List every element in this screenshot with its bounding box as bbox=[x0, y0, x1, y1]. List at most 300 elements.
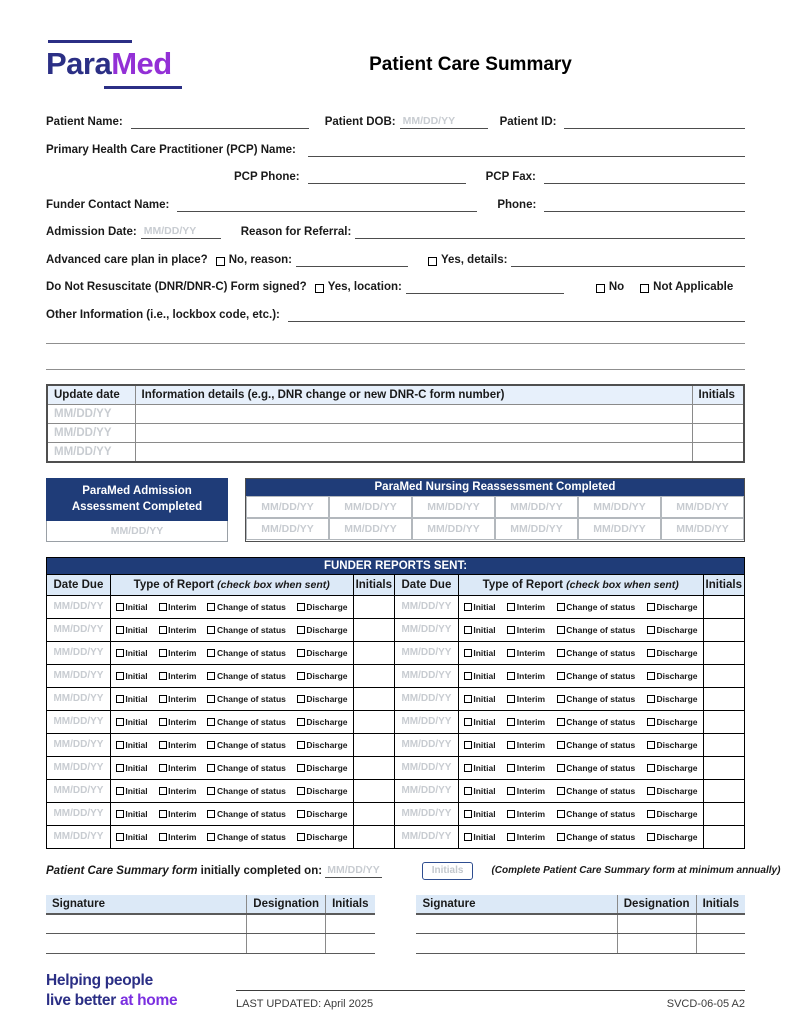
dnr-yes-label: Yes, location: bbox=[327, 281, 402, 293]
reason-referral-label: Reason for Referral: bbox=[240, 226, 352, 238]
checkbox-icon[interactable] bbox=[116, 787, 124, 795]
checkbox-icon[interactable] bbox=[116, 810, 124, 818]
change-of-status-checkbox[interactable] bbox=[207, 602, 285, 612]
checkbox-icon[interactable] bbox=[297, 810, 305, 818]
checkbox-icon[interactable] bbox=[464, 718, 472, 726]
nursing-date-cell[interactable]: MM/DD/YY bbox=[412, 496, 495, 518]
nursing-date-cell[interactable]: MM/DD/YY bbox=[495, 518, 578, 540]
checkbox-label: Initial bbox=[473, 693, 496, 704]
checkbox-icon[interactable] bbox=[207, 626, 215, 634]
interim-checkbox[interactable] bbox=[507, 625, 545, 635]
discharge-checkbox[interactable] bbox=[647, 694, 698, 704]
initial-checkbox[interactable] bbox=[116, 671, 148, 681]
checkbox-icon[interactable] bbox=[207, 764, 215, 772]
checkbox-icon[interactable] bbox=[297, 695, 305, 703]
date-due-cell[interactable]: MM/DD/YY bbox=[395, 687, 459, 710]
date-due-cell[interactable]: MM/DD/YY bbox=[395, 664, 459, 687]
initial-checkbox[interactable] bbox=[464, 740, 496, 750]
checkbox-label: Change of status bbox=[566, 624, 636, 635]
nursing-date-cell[interactable]: MM/DD/YY bbox=[246, 518, 329, 540]
interim-checkbox[interactable] bbox=[159, 602, 197, 612]
interim-checkbox[interactable] bbox=[159, 717, 197, 727]
checkbox-icon[interactable] bbox=[297, 718, 305, 726]
initial-checkbox[interactable] bbox=[464, 717, 496, 727]
interim-checkbox[interactable] bbox=[159, 625, 197, 635]
initials-cell[interactable] bbox=[703, 618, 744, 641]
interim-checkbox[interactable] bbox=[159, 832, 197, 842]
interim-checkbox[interactable] bbox=[507, 648, 545, 658]
update-details-cell[interactable] bbox=[135, 424, 692, 443]
initial-checkbox[interactable] bbox=[464, 809, 496, 819]
date-due-cell[interactable]: MM/DD/YY bbox=[395, 710, 459, 733]
update-date-cell[interactable]: MM/DD/YY bbox=[47, 424, 135, 443]
change-of-status-checkbox[interactable] bbox=[557, 832, 635, 842]
date-due-cell[interactable]: MM/DD/YY bbox=[47, 779, 111, 802]
checkbox-icon[interactable] bbox=[297, 626, 305, 634]
checkbox-icon[interactable] bbox=[647, 649, 655, 657]
initials-cell[interactable] bbox=[353, 825, 394, 848]
interim-checkbox[interactable] bbox=[159, 671, 197, 681]
discharge-checkbox[interactable] bbox=[647, 671, 698, 681]
initials-cell[interactable] bbox=[696, 914, 745, 934]
checkbox-icon[interactable] bbox=[557, 764, 565, 772]
discharge-checkbox[interactable] bbox=[297, 786, 348, 796]
checkbox-icon[interactable] bbox=[116, 718, 124, 726]
other-info-continuation-line-2[interactable] bbox=[46, 369, 745, 370]
change-of-status-checkbox[interactable] bbox=[207, 671, 285, 681]
date-due-cell[interactable]: MM/DD/YY bbox=[395, 595, 459, 618]
discharge-checkbox[interactable] bbox=[297, 809, 348, 819]
discharge-checkbox[interactable] bbox=[647, 648, 698, 658]
initial-checkbox[interactable] bbox=[116, 740, 148, 750]
checkbox-icon[interactable] bbox=[507, 741, 515, 749]
other-info-continuation-line-1[interactable] bbox=[46, 343, 745, 344]
update-date-cell[interactable]: MM/DD/YY bbox=[47, 443, 135, 462]
change-of-status-checkbox[interactable] bbox=[557, 717, 635, 727]
interim-checkbox[interactable] bbox=[507, 717, 545, 727]
checkbox-icon[interactable] bbox=[297, 833, 305, 841]
checkbox-icon[interactable] bbox=[507, 649, 515, 657]
nursing-date-cell[interactable]: MM/DD/YY bbox=[661, 518, 744, 540]
initials-cell[interactable] bbox=[353, 641, 394, 664]
change-of-status-checkbox[interactable] bbox=[557, 671, 635, 681]
date-due-cell[interactable]: MM/DD/YY bbox=[47, 664, 111, 687]
initials-cell[interactable] bbox=[703, 641, 744, 664]
completed-on-date-input[interactable]: MM/DD/YY bbox=[327, 863, 380, 876]
checkbox-icon[interactable] bbox=[557, 810, 565, 818]
checkbox-icon[interactable] bbox=[159, 787, 167, 795]
checkbox-label: Interim bbox=[168, 670, 197, 681]
dnr-location-input[interactable] bbox=[406, 280, 564, 294]
initial-checkbox[interactable] bbox=[116, 602, 148, 612]
checkbox-icon[interactable] bbox=[297, 787, 305, 795]
pcp-phone-input[interactable] bbox=[308, 170, 466, 184]
nursing-date-cell[interactable]: MM/DD/YY bbox=[578, 496, 661, 518]
acp-yes-checkbox[interactable] bbox=[428, 257, 437, 266]
nursing-date-cell[interactable]: MM/DD/YY bbox=[412, 518, 495, 540]
change-of-status-checkbox[interactable] bbox=[557, 625, 635, 635]
checkbox-label: Discharge bbox=[656, 831, 698, 842]
checkbox-icon[interactable] bbox=[507, 695, 515, 703]
discharge-checkbox[interactable] bbox=[297, 740, 348, 750]
change-of-status-checkbox[interactable] bbox=[207, 763, 285, 773]
change-of-status-checkbox[interactable] bbox=[557, 648, 635, 658]
date-due-cell[interactable]: MM/DD/YY bbox=[47, 825, 111, 848]
discharge-checkbox[interactable] bbox=[297, 648, 348, 658]
date-due-cell[interactable]: MM/DD/YY bbox=[395, 733, 459, 756]
checkbox-icon[interactable] bbox=[557, 649, 565, 657]
checkbox-icon[interactable] bbox=[159, 672, 167, 680]
other-info-input[interactable] bbox=[288, 308, 745, 322]
change-of-status-checkbox[interactable] bbox=[557, 602, 635, 612]
interim-checkbox[interactable] bbox=[507, 694, 545, 704]
checkbox-icon[interactable] bbox=[159, 741, 167, 749]
funder-contact-input[interactable] bbox=[177, 198, 477, 212]
initial-checkbox[interactable] bbox=[464, 694, 496, 704]
checkbox-icon[interactable] bbox=[464, 787, 472, 795]
patient-name-label: Patient Name: bbox=[46, 116, 123, 128]
nursing-date-cell[interactable]: MM/DD/YY bbox=[661, 496, 744, 518]
checkbox-icon[interactable] bbox=[557, 718, 565, 726]
checkbox-icon[interactable] bbox=[207, 672, 215, 680]
date-due-cell[interactable]: MM/DD/YY bbox=[47, 618, 111, 641]
interim-checkbox[interactable] bbox=[159, 740, 197, 750]
nursing-date-cell[interactable]: MM/DD/YY bbox=[578, 518, 661, 540]
date-due-cell[interactable]: MM/DD/YY bbox=[47, 756, 111, 779]
initials-cell[interactable] bbox=[353, 733, 394, 756]
report-type-cell bbox=[110, 710, 353, 733]
update-date-cell[interactable]: MM/DD/YY bbox=[47, 405, 135, 424]
date-due-cell[interactable]: MM/DD/YY bbox=[47, 802, 111, 825]
checkbox-icon[interactable] bbox=[647, 626, 655, 634]
date-due-cell[interactable]: MM/DD/YY bbox=[395, 641, 459, 664]
checkbox-icon[interactable] bbox=[159, 810, 167, 818]
checkbox-icon[interactable] bbox=[207, 649, 215, 657]
table-row bbox=[47, 595, 745, 618]
discharge-checkbox[interactable] bbox=[297, 717, 348, 727]
initial-checkbox[interactable] bbox=[116, 648, 148, 658]
checkbox-icon[interactable] bbox=[647, 695, 655, 703]
signature-cell[interactable] bbox=[416, 934, 617, 954]
checkbox-icon[interactable] bbox=[557, 787, 565, 795]
discharge-checkbox[interactable] bbox=[297, 625, 348, 635]
update-initials-cell[interactable] bbox=[692, 424, 744, 443]
nursing-date-cell[interactable]: MM/DD/YY bbox=[495, 496, 578, 518]
change-of-status-checkbox[interactable] bbox=[557, 763, 635, 773]
change-of-status-checkbox[interactable] bbox=[557, 809, 635, 819]
interim-checkbox[interactable] bbox=[159, 694, 197, 704]
checkbox-icon[interactable] bbox=[297, 672, 305, 680]
checkbox-icon[interactable] bbox=[464, 764, 472, 772]
checkbox-icon[interactable] bbox=[507, 833, 515, 841]
discharge-checkbox[interactable] bbox=[647, 625, 698, 635]
checkbox-icon[interactable] bbox=[207, 603, 215, 611]
checkbox-icon[interactable] bbox=[464, 695, 472, 703]
initials-header: Initials bbox=[326, 895, 375, 914]
initials-cell[interactable] bbox=[353, 710, 394, 733]
checkbox-icon[interactable] bbox=[507, 787, 515, 795]
checkbox-label: Discharge bbox=[306, 739, 348, 750]
checkbox-icon[interactable] bbox=[647, 787, 655, 795]
change-of-status-checkbox[interactable] bbox=[207, 832, 285, 842]
update-details-cell[interactable] bbox=[135, 443, 692, 462]
initials-cell[interactable] bbox=[703, 733, 744, 756]
checkbox-icon[interactable] bbox=[116, 764, 124, 772]
checkbox-icon[interactable] bbox=[116, 626, 124, 634]
admission-date-cell[interactable]: MM/DD/YY bbox=[46, 521, 228, 542]
checkbox-icon[interactable] bbox=[557, 833, 565, 841]
initial-checkbox[interactable] bbox=[464, 832, 496, 842]
initial-checkbox[interactable] bbox=[116, 694, 148, 704]
initials-cell[interactable] bbox=[326, 914, 375, 934]
completed-initials-input[interactable]: Initials bbox=[422, 862, 474, 880]
date-due-cell[interactable]: MM/DD/YY bbox=[47, 641, 111, 664]
update-table-header bbox=[47, 385, 744, 405]
funder-reports-title: FUNDER REPORTS SENT: bbox=[47, 557, 745, 574]
designation-cell[interactable] bbox=[247, 934, 326, 954]
checkbox-icon[interactable] bbox=[507, 718, 515, 726]
initial-checkbox[interactable] bbox=[116, 717, 148, 727]
signature-cell[interactable] bbox=[46, 914, 247, 934]
checkbox-icon[interactable] bbox=[159, 649, 167, 657]
discharge-checkbox[interactable] bbox=[297, 763, 348, 773]
initials-cell[interactable] bbox=[696, 934, 745, 954]
interim-checkbox[interactable] bbox=[507, 671, 545, 681]
checkbox-icon[interactable] bbox=[159, 695, 167, 703]
report-type-cell bbox=[110, 641, 353, 664]
checkbox-icon[interactable] bbox=[647, 718, 655, 726]
interim-checkbox[interactable] bbox=[159, 763, 197, 773]
acp-yes-details-input[interactable] bbox=[511, 253, 745, 267]
checkbox-icon[interactable] bbox=[647, 764, 655, 772]
checkbox-label: Discharge bbox=[656, 716, 698, 727]
nursing-date-cell[interactable]: MM/DD/YY bbox=[329, 496, 412, 518]
initials-cell[interactable] bbox=[703, 664, 744, 687]
initial-checkbox[interactable] bbox=[116, 625, 148, 635]
checkbox-icon[interactable] bbox=[116, 649, 124, 657]
discharge-checkbox[interactable] bbox=[647, 717, 698, 727]
discharge-checkbox[interactable] bbox=[297, 671, 348, 681]
change-of-status-checkbox[interactable] bbox=[207, 694, 285, 704]
interim-checkbox[interactable] bbox=[507, 740, 545, 750]
interim-checkbox[interactable] bbox=[507, 832, 545, 842]
interim-checkbox[interactable] bbox=[507, 763, 545, 773]
checkbox-icon[interactable] bbox=[297, 603, 305, 611]
interim-checkbox[interactable] bbox=[159, 648, 197, 658]
initials-cell[interactable] bbox=[353, 756, 394, 779]
checkbox-icon[interactable] bbox=[557, 603, 565, 611]
checkbox-icon[interactable] bbox=[297, 649, 305, 657]
patient-name-input[interactable] bbox=[131, 115, 309, 129]
checkbox-icon[interactable] bbox=[159, 626, 167, 634]
change-of-status-checkbox[interactable] bbox=[557, 694, 635, 704]
initial-checkbox[interactable] bbox=[464, 602, 496, 612]
date-due-cell[interactable]: MM/DD/YY bbox=[395, 618, 459, 641]
date-due-cell[interactable]: MM/DD/YY bbox=[47, 710, 111, 733]
initials-cell[interactable] bbox=[353, 664, 394, 687]
change-of-status-checkbox[interactable] bbox=[207, 786, 285, 796]
initials-cell[interactable] bbox=[353, 687, 394, 710]
discharge-checkbox[interactable] bbox=[297, 694, 348, 704]
initials-cell[interactable] bbox=[703, 756, 744, 779]
checkbox-icon[interactable] bbox=[647, 810, 655, 818]
change-of-status-checkbox[interactable] bbox=[207, 740, 285, 750]
checkbox-icon[interactable] bbox=[557, 741, 565, 749]
date-due-cell[interactable]: MM/DD/YY bbox=[47, 733, 111, 756]
initials-cell[interactable] bbox=[703, 687, 744, 710]
checkbox-label: Initial bbox=[125, 601, 148, 612]
initials-cell[interactable] bbox=[703, 825, 744, 848]
initial-checkbox[interactable] bbox=[464, 648, 496, 658]
discharge-checkbox[interactable] bbox=[647, 763, 698, 773]
change-of-status-checkbox[interactable] bbox=[557, 786, 635, 796]
signature-cell[interactable] bbox=[46, 934, 247, 954]
discharge-checkbox[interactable] bbox=[647, 832, 698, 842]
discharge-checkbox[interactable] bbox=[647, 602, 698, 612]
change-of-status-checkbox[interactable] bbox=[207, 648, 285, 658]
designation-cell[interactable] bbox=[617, 914, 696, 934]
update-initials-header: Initials bbox=[692, 385, 744, 405]
tagline-live-better: live better bbox=[46, 991, 120, 1009]
signature-cell[interactable] bbox=[416, 914, 617, 934]
checkbox-icon[interactable] bbox=[464, 810, 472, 818]
checkbox-icon[interactable] bbox=[647, 833, 655, 841]
date-due-cell[interactable]: MM/DD/YY bbox=[395, 779, 459, 802]
checkbox-icon[interactable] bbox=[507, 603, 515, 611]
checkbox-icon[interactable] bbox=[207, 833, 215, 841]
checkbox-icon[interactable] bbox=[207, 787, 215, 795]
designation-cell[interactable] bbox=[247, 914, 326, 934]
checkbox-icon[interactable] bbox=[159, 833, 167, 841]
checkbox-icon[interactable] bbox=[464, 626, 472, 634]
change-of-status-checkbox[interactable] bbox=[207, 809, 285, 819]
initial-checkbox[interactable] bbox=[116, 832, 148, 842]
checkbox-icon[interactable] bbox=[647, 603, 655, 611]
checkbox-label: Interim bbox=[516, 624, 546, 635]
patient-id-input[interactable] bbox=[564, 115, 745, 129]
checkbox-icon[interactable] bbox=[647, 672, 655, 680]
interim-checkbox[interactable] bbox=[507, 809, 545, 819]
date-due-cell[interactable]: MM/DD/YY bbox=[47, 687, 111, 710]
funder-phone-input[interactable] bbox=[544, 198, 745, 212]
acp-no-reason-input[interactable] bbox=[296, 253, 408, 267]
table-row bbox=[47, 443, 744, 462]
nursing-date-cell[interactable]: MM/DD/YY bbox=[246, 496, 329, 518]
checkbox-icon[interactable] bbox=[557, 672, 565, 680]
interim-checkbox[interactable] bbox=[507, 602, 545, 612]
checkbox-icon[interactable] bbox=[116, 741, 124, 749]
date-due-cell[interactable]: MM/DD/YY bbox=[395, 825, 459, 848]
dnr-na-checkbox[interactable] bbox=[640, 284, 649, 293]
change-of-status-checkbox[interactable] bbox=[207, 717, 285, 727]
checkbox-icon[interactable] bbox=[159, 718, 167, 726]
checkbox-icon[interactable] bbox=[557, 695, 565, 703]
dnr-yes-checkbox[interactable] bbox=[315, 284, 324, 293]
row-funder-contact bbox=[46, 198, 745, 212]
checkbox-icon[interactable] bbox=[464, 649, 472, 657]
initials-cell[interactable] bbox=[353, 802, 394, 825]
checkbox-icon[interactable] bbox=[207, 718, 215, 726]
initial-checkbox[interactable] bbox=[116, 786, 148, 796]
initial-checkbox[interactable] bbox=[116, 809, 148, 819]
row-pcp-name bbox=[46, 143, 745, 157]
checkbox-icon[interactable] bbox=[116, 603, 124, 611]
change-of-status-checkbox[interactable] bbox=[557, 740, 635, 750]
acp-no-checkbox[interactable] bbox=[216, 257, 225, 266]
discharge-checkbox[interactable] bbox=[647, 740, 698, 750]
checkbox-icon[interactable] bbox=[116, 672, 124, 680]
date-due-cell[interactable]: MM/DD/YY bbox=[395, 802, 459, 825]
discharge-checkbox[interactable] bbox=[647, 809, 698, 819]
initial-checkbox[interactable] bbox=[464, 786, 496, 796]
checkbox-icon[interactable] bbox=[159, 603, 167, 611]
checkbox-icon[interactable] bbox=[159, 764, 167, 772]
checkbox-icon[interactable] bbox=[557, 626, 565, 634]
nursing-date-cell[interactable]: MM/DD/YY bbox=[329, 518, 412, 540]
interim-checkbox[interactable] bbox=[159, 786, 197, 796]
initials-cell[interactable] bbox=[353, 618, 394, 641]
patient-dob-input[interactable]: MM/DD/YY bbox=[400, 115, 488, 129]
checkbox-icon[interactable] bbox=[207, 741, 215, 749]
checkbox-icon[interactable] bbox=[207, 810, 215, 818]
checkbox-icon[interactable] bbox=[507, 810, 515, 818]
initial-checkbox[interactable] bbox=[464, 671, 496, 681]
initial-checkbox[interactable] bbox=[464, 625, 496, 635]
checkbox-icon[interactable] bbox=[207, 695, 215, 703]
change-of-status-checkbox[interactable] bbox=[207, 625, 285, 635]
initials-cell[interactable] bbox=[703, 710, 744, 733]
initials-cell[interactable] bbox=[326, 934, 375, 954]
checkbox-label: Change of status bbox=[216, 831, 286, 842]
update-initials-cell[interactable] bbox=[692, 443, 744, 462]
initial-checkbox[interactable] bbox=[464, 763, 496, 773]
checkbox-icon[interactable] bbox=[297, 741, 305, 749]
interim-checkbox[interactable] bbox=[159, 809, 197, 819]
pcp-fax-input[interactable] bbox=[544, 170, 745, 184]
reason-referral-input[interactable] bbox=[355, 225, 745, 239]
checkbox-icon[interactable] bbox=[116, 695, 124, 703]
pcp-name-input[interactable] bbox=[308, 143, 745, 157]
checkbox-icon[interactable] bbox=[464, 603, 472, 611]
date-due-cell[interactable]: MM/DD/YY bbox=[47, 595, 111, 618]
interim-checkbox[interactable] bbox=[507, 786, 545, 796]
update-details-cell[interactable] bbox=[135, 405, 692, 424]
admission-date-input[interactable]: MM/DD/YY bbox=[141, 225, 221, 239]
discharge-checkbox[interactable] bbox=[647, 786, 698, 796]
checkbox-icon[interactable] bbox=[647, 741, 655, 749]
checkbox-icon[interactable] bbox=[116, 833, 124, 841]
checkbox-icon[interactable] bbox=[464, 741, 472, 749]
checkbox-icon[interactable] bbox=[464, 672, 472, 680]
checkbox-icon[interactable] bbox=[507, 626, 515, 634]
discharge-checkbox[interactable] bbox=[297, 602, 348, 612]
discharge-checkbox[interactable] bbox=[297, 832, 348, 842]
update-initials-cell[interactable] bbox=[692, 405, 744, 424]
initials-cell[interactable] bbox=[703, 779, 744, 802]
checkbox-icon[interactable] bbox=[507, 672, 515, 680]
initials-cell[interactable] bbox=[353, 779, 394, 802]
initials-cell[interactable] bbox=[703, 802, 744, 825]
checkbox-icon[interactable] bbox=[297, 764, 305, 772]
dnr-no-checkbox[interactable] bbox=[596, 284, 605, 293]
initials-cell[interactable] bbox=[353, 595, 394, 618]
designation-cell[interactable] bbox=[617, 934, 696, 954]
checkbox-icon[interactable] bbox=[507, 764, 515, 772]
initials-cell[interactable] bbox=[703, 595, 744, 618]
initial-checkbox[interactable] bbox=[116, 763, 148, 773]
checkbox-icon[interactable] bbox=[464, 833, 472, 841]
date-due-cell[interactable]: MM/DD/YY bbox=[395, 756, 459, 779]
